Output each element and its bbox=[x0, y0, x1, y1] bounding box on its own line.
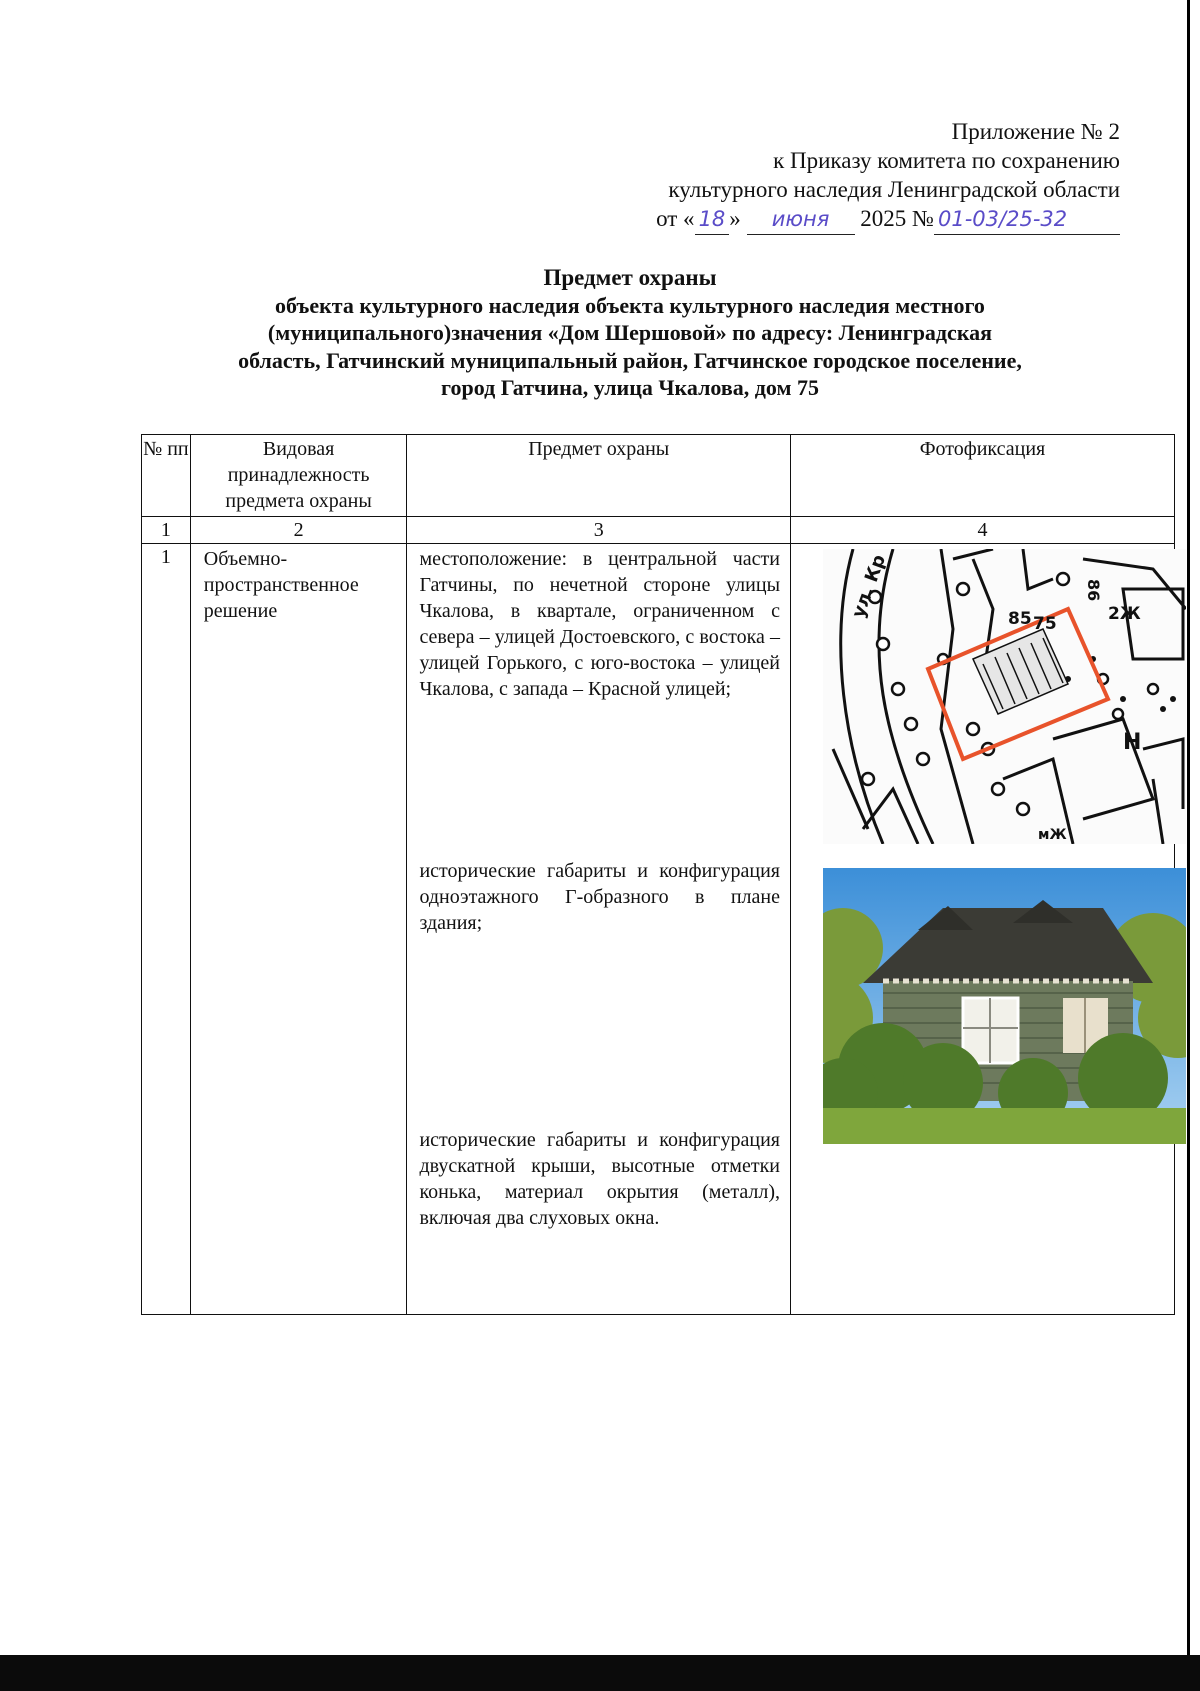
map-street-label: ул. Кр bbox=[847, 551, 891, 621]
appendix-date-line bbox=[656, 204, 1120, 235]
appendix-header bbox=[656, 117, 1120, 235]
header-subject: Предмет охраны bbox=[407, 435, 791, 517]
col-num-3: 3 bbox=[407, 517, 791, 544]
col-num-1: 1 bbox=[142, 517, 191, 544]
from-label: от « bbox=[656, 206, 695, 231]
row-category: Объемно-пространственное решение bbox=[190, 544, 407, 1315]
handwritten-order-number: 01-03/25-32 bbox=[934, 205, 1120, 235]
map-house-75: 75 bbox=[1033, 614, 1057, 634]
row-subject bbox=[407, 544, 791, 1315]
scan-edge bbox=[1187, 0, 1190, 1655]
col-num-4: 4 bbox=[791, 517, 1175, 544]
appendix-committee: культурного наследия Ленинградской области bbox=[668, 177, 1120, 202]
site-map-image bbox=[823, 549, 1186, 844]
header-category: Видовая принадлежность предмета охраны bbox=[190, 435, 407, 517]
row-number: 1 bbox=[142, 544, 191, 1315]
map-label-mzh: мЖ bbox=[1038, 827, 1067, 843]
header-photo: Фотофиксация bbox=[791, 435, 1175, 517]
appendix-number: Приложение № 2 bbox=[951, 119, 1120, 144]
house-photo bbox=[823, 868, 1186, 1144]
map-house-85: 85 bbox=[1008, 609, 1032, 629]
subject-roof: исторические габариты и конфигурация двускатной крыши, высотные отметки конька, материал окрытия (металл), включая два слуховых окна. bbox=[419, 1129, 780, 1229]
handwritten-month: июня bbox=[747, 205, 855, 235]
header-number: № пп bbox=[142, 435, 191, 517]
table-header-row bbox=[142, 435, 1175, 517]
document-title bbox=[130, 264, 1130, 402]
title-line-4: город Гатчина, улица Чкалова, дом 75 bbox=[441, 375, 819, 400]
handwritten-day: 18 bbox=[695, 205, 730, 235]
title-line-2: (муниципального)значения «Дом Шершовой» по адресу: Ленинградская bbox=[267, 320, 993, 345]
title-line-1: объекта культурного наследия объекта культурного наследия местного bbox=[275, 292, 985, 318]
site-map-drawing bbox=[823, 549, 1186, 844]
appendix-order-ref: к Приказу комитета по сохранению bbox=[773, 148, 1120, 173]
year-label: 2025 № bbox=[860, 206, 934, 231]
map-label-2zh: 2Ж bbox=[1108, 604, 1141, 624]
title-main: Предмет охраны bbox=[543, 265, 717, 290]
quote-close: » bbox=[729, 206, 741, 231]
column-number-row bbox=[142, 517, 1175, 544]
col-num-2: 2 bbox=[190, 517, 407, 544]
subject-building-dimensions: исторические габариты и конфигурация одноэтажного Г-образного в плане здания; bbox=[419, 860, 780, 934]
title-line-3: область, Гатчинский муниципальный район, Гатчинское городское поселение, bbox=[238, 347, 1022, 373]
house-photo-drawing bbox=[823, 868, 1186, 1144]
map-label-86: 86 bbox=[1084, 579, 1103, 602]
scan-bottom-band bbox=[0, 1655, 1200, 1691]
map-label-n: Н bbox=[1123, 730, 1142, 755]
subject-location: местоположение: в центральной части Гатчины, по нечетной стороне улицы Чкалова, в квартале, ограниченном с севера – улицей Достоевского, с востока – улицей Горького, с юго-востока – улицей Чкалова, с запада – Красной улицей; bbox=[419, 548, 780, 700]
